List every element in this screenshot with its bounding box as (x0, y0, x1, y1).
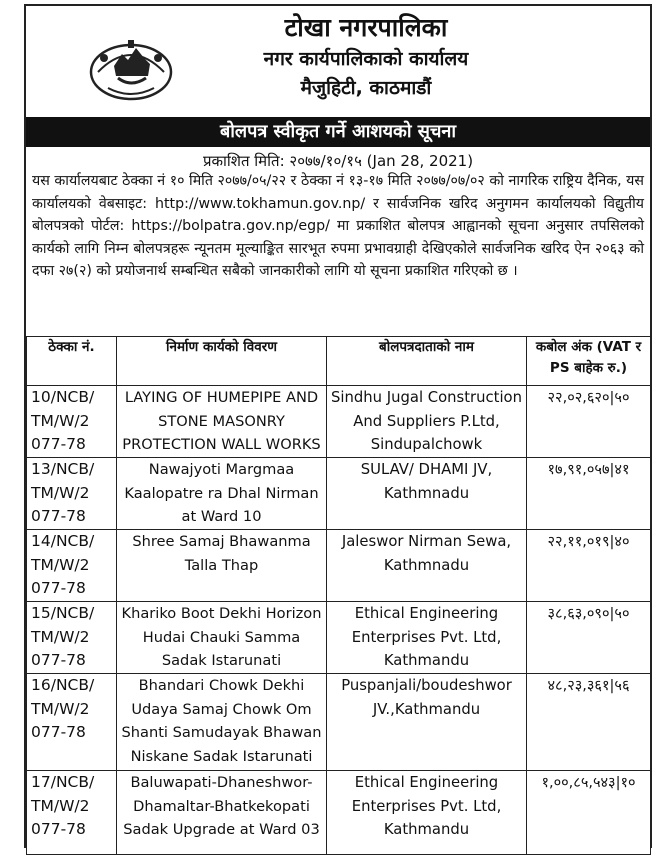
description-cell: Khariko Boot Dekhi Horizon Hudai Chauki Samma Sadak Istarunati (117, 602, 327, 674)
col-header-description: निर्माण कार्यको विवरण (117, 337, 327, 386)
contract-no-cell: 15/NCB/ TM/W/2 077-78 (27, 602, 117, 674)
bidder-cell: Puspanjali/boudeshwor JV.,Kathmandu (327, 674, 527, 771)
amount-cell: २२,११,०१९|४० (527, 530, 651, 602)
amount-cell: १,००,८५,५४३|१० (527, 771, 651, 855)
contract-no-cell: 14/NCB/ TM/W/2 077-78 (27, 530, 117, 602)
bidder-cell: Ethical Engineering Enterprises Pvt. Ltd, Kathmandu (327, 602, 527, 674)
office-address: मैजुहिटी, काठमाडौं (300, 77, 432, 99)
amount-cell: ४८,२३,३६१|५६ (527, 674, 651, 771)
amount-cell: १७,९१,०५७|४१ (527, 458, 651, 530)
bidder-cell: Ethical Engineering Enterprises Pvt. Ltd, Kathmandu (327, 771, 527, 855)
description-cell: Baluwapati-Dhaneshwor-Dhamaltar-Bhatkekopati Sadak Upgrade at Ward 03 (117, 771, 327, 855)
table-row (27, 674, 651, 771)
table-row (27, 530, 651, 602)
contract-no-cell: 10/NCB/ TM/W/2 077-78 (27, 386, 117, 458)
publication-date: प्रकाशित मिति: २०७७/१०/१५ (Jan 28, 2021) (202, 152, 474, 170)
amount-cell: २२,०२,६२०|५० (527, 386, 651, 458)
description-cell: Nawajyoti Margmaa Kaalopatre ra Dhal Nirman at Ward 10 (117, 458, 327, 530)
description-cell: Shree Samaj Bhawanma Talla Thap (117, 530, 327, 602)
office-name: नगर कार्यपालिकाको कार्यालय (263, 48, 469, 70)
table-row (27, 386, 651, 458)
col-header-contract-no: ठेक्का नं. (27, 337, 117, 386)
nepal-emblem-icon (88, 36, 174, 102)
description-cell: Bhandari Chowk Dekhi Udaya Samaj Chowk Om Shanti Samudayak Bhawan Niskane Sadak Istarunati (117, 674, 327, 771)
bidder-cell: Jaleswor Nirman Sewa, Kathmnadu (327, 530, 527, 602)
table-row (27, 602, 651, 674)
table-row (27, 458, 651, 530)
notice-body: यस कार्यालयबाट ठेक्का नं १० मिति २०७७/०५/२२ र ठेक्का नं १३-१७ मिति २०७७/०७/०२ को नागरिक राष्ट्रिय दैनिक, यस कार्यालयको वेबसाइट: http://www.tokhamun.gov.np/ र सार्वजनिक खरिद अनुगमन कार्यालयको विद्युतीय बोलपत्रको पोर्टल: https://bolpatra.gov.np/egp/ मा प्रकाशित बोलपत्र आह्वानको सूचना अनुसार तपसिलको कार्यको लागि निम्न बोलपत्रहरू न्यूनतम मूल्याङ्कित सारभूत रुपमा प्रभावग्राही देखिएकोले सार्वजनिक खरिद ऐन २०६३ को दफा २७(२) को प्रयोजनार्थ सम्बन्धित सबैको जानकारीको लागि यो सूचना प्रकाशित गरिएको छ । (32, 173, 644, 279)
bidder-cell: SULAV/ DHAMI JV, Kathmnadu (327, 458, 527, 530)
description-cell: LAYING OF HUMEPIPE AND STONE MASONRY PROTECTION WALL WORKS (117, 386, 327, 458)
col-header-amount: कबोल अंक (VAT र PS बाहेक रु.) (527, 337, 651, 386)
table-row (27, 771, 651, 855)
contract-no-cell: 16/NCB/ TM/W/2 077-78 (27, 674, 117, 771)
notice-title-banner: बोलपत्र स्वीकृत गर्ने आशयको सूचना (26, 117, 650, 147)
bid-table (26, 336, 651, 855)
amount-cell: ३८,६३,०९०|५० (527, 602, 651, 674)
municipality-name: टोखा नगरपालिका (284, 13, 448, 42)
contract-no-cell: 13/NCB/ TM/W/2 077-78 (27, 458, 117, 530)
col-header-bidder: बोलपत्रदाताको नाम (327, 337, 527, 386)
bidder-cell: Sindhu Jugal Construction And Suppliers P.Ltd, Sindupalchowk (327, 386, 527, 458)
notice-header (26, 6, 650, 114)
contract-no-cell: 17/NCB/ TM/W/2 077-78 (27, 771, 117, 855)
table-header-row (27, 337, 651, 386)
